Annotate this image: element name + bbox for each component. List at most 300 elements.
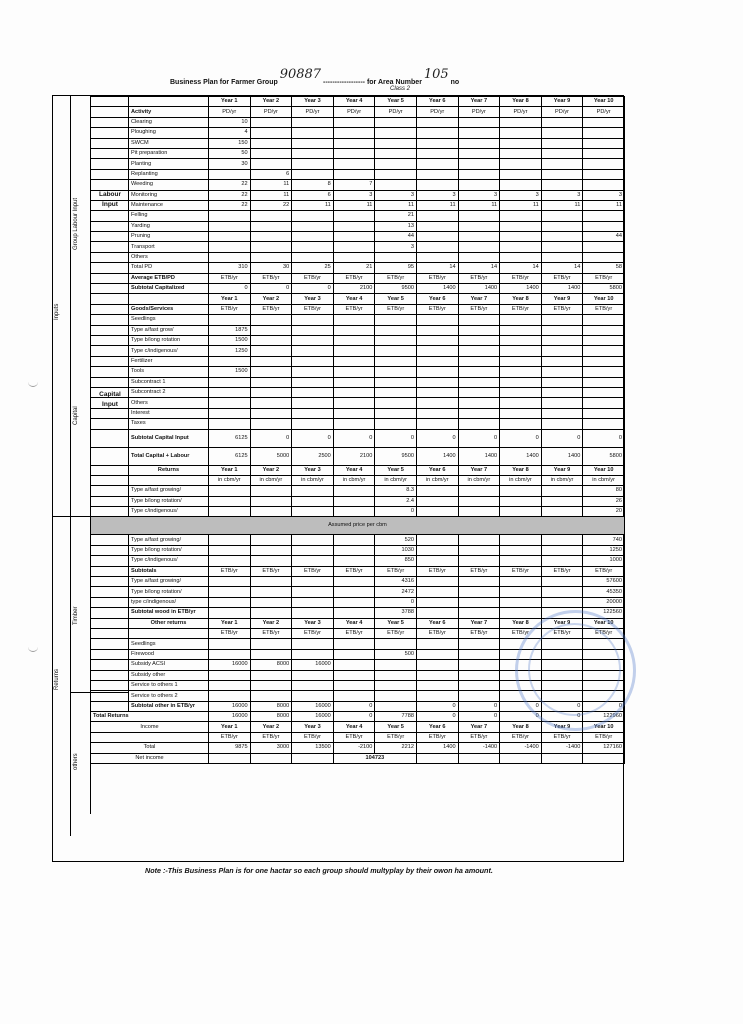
blank-cell xyxy=(458,753,500,763)
value-cell xyxy=(458,242,500,252)
value-cell xyxy=(375,408,417,418)
value-cell xyxy=(458,486,500,496)
value-cell xyxy=(541,335,583,345)
blank-cell xyxy=(91,356,129,366)
value-cell xyxy=(458,577,500,587)
value-cell xyxy=(209,680,251,690)
value-cell xyxy=(541,398,583,408)
blank-cell xyxy=(91,335,129,345)
value-cell xyxy=(583,367,625,377)
income-total-row xyxy=(91,743,625,753)
capital-side-label: Capital xyxy=(73,406,79,425)
value-cell xyxy=(209,408,251,418)
value-cell: 0 xyxy=(250,429,292,447)
value-cell: 21 xyxy=(375,211,417,221)
value-cell xyxy=(292,367,334,377)
value-cell xyxy=(250,221,292,231)
row-label: Monitoring xyxy=(129,190,209,200)
labour-row xyxy=(91,211,625,221)
blank-cell xyxy=(91,304,129,314)
value-cell: 1400 xyxy=(500,284,542,294)
blank-cell xyxy=(91,556,129,566)
value-cell: 14 xyxy=(458,263,500,273)
row-label: Type c/indigenous/ xyxy=(129,346,209,356)
value-cell xyxy=(292,507,334,517)
unit-cell: ETB/yr xyxy=(209,732,251,742)
value-cell xyxy=(416,556,458,566)
value-cell xyxy=(541,128,583,138)
value-cell xyxy=(416,577,458,587)
value-cell xyxy=(209,387,251,397)
value-cell xyxy=(292,608,334,618)
unit-cell: PD/yr xyxy=(416,107,458,117)
value-cell xyxy=(250,556,292,566)
row-label: Planting xyxy=(129,159,209,169)
wood-subtotal-row xyxy=(91,608,625,618)
value-cell xyxy=(292,232,334,242)
unit-cell: ETB/yr xyxy=(209,566,251,576)
row-header: Other returns xyxy=(129,618,209,628)
value-cell xyxy=(541,148,583,158)
value-cell xyxy=(416,148,458,158)
value-cell xyxy=(458,398,500,408)
value-cell: 11 xyxy=(458,200,500,210)
value-cell xyxy=(292,419,334,429)
year-header: Year 8 xyxy=(500,618,542,628)
value-cell xyxy=(541,408,583,418)
value-cell: 11 xyxy=(250,180,292,190)
value-cell xyxy=(583,211,625,221)
unit-cell: ETB/yr xyxy=(458,732,500,742)
value-cell xyxy=(500,367,542,377)
value-cell: 2472 xyxy=(375,587,417,597)
value-cell: 2100 xyxy=(333,284,375,294)
capital-row xyxy=(91,356,625,366)
value-cell xyxy=(416,649,458,659)
value-cell xyxy=(209,169,251,179)
value-cell xyxy=(209,221,251,231)
value-cell xyxy=(541,346,583,356)
value-cell: 3 xyxy=(416,190,458,200)
row-label: Type a/fast growing/ xyxy=(129,486,209,496)
value-cell: -2100 xyxy=(333,743,375,753)
value-cell xyxy=(292,577,334,587)
blank-cell xyxy=(91,566,129,576)
value-cell xyxy=(500,325,542,335)
volume-row xyxy=(91,507,625,517)
year-header: Year 6 xyxy=(416,465,458,475)
value-cell xyxy=(209,356,251,366)
value-cell xyxy=(583,252,625,262)
value-cell xyxy=(333,639,375,649)
value-cell xyxy=(500,117,542,127)
value-cell xyxy=(250,608,292,618)
value-cell xyxy=(458,680,500,690)
unit-row xyxy=(91,566,625,576)
row-label: Type b/long rotation/ xyxy=(129,545,209,555)
value-cell xyxy=(458,315,500,325)
value-cell xyxy=(333,367,375,377)
unit-cell: PD/yr xyxy=(333,107,375,117)
value-cell xyxy=(333,221,375,231)
value-cell xyxy=(500,496,542,506)
unit-cell: ETB/yr xyxy=(292,732,334,742)
value-row xyxy=(91,587,625,597)
labour-row xyxy=(91,263,625,273)
value-cell xyxy=(209,577,251,587)
row-label: Subtotals xyxy=(129,566,209,576)
year-header: Year 2 xyxy=(250,618,292,628)
year-header: Year 1 xyxy=(209,722,251,732)
value-cell xyxy=(458,660,500,670)
value-cell xyxy=(333,486,375,496)
value-cell: 850 xyxy=(375,556,417,566)
row-label xyxy=(129,628,209,638)
unit-cell: ETB/yr xyxy=(458,628,500,638)
row-label: Subtotal Capital Input xyxy=(129,429,209,447)
value-cell xyxy=(292,597,334,607)
value-cell: 122560 xyxy=(583,608,625,618)
year-header: Year 5 xyxy=(375,722,417,732)
value-cell xyxy=(583,148,625,158)
value-cell xyxy=(416,325,458,335)
value-cell xyxy=(250,398,292,408)
year-header: Year 4 xyxy=(333,465,375,475)
value-cell: 1500 xyxy=(209,335,251,345)
value-cell xyxy=(250,128,292,138)
value-cell xyxy=(292,148,334,158)
value-cell xyxy=(416,670,458,680)
year-header: Year 2 xyxy=(250,465,292,475)
value-cell xyxy=(375,180,417,190)
value-cell xyxy=(209,419,251,429)
blank-cell xyxy=(416,753,458,763)
value-cell: 0 xyxy=(458,429,500,447)
blank-cell xyxy=(250,753,292,763)
value-cell xyxy=(375,335,417,345)
net-income-row xyxy=(91,753,625,763)
unit-cell: ETB/yr xyxy=(333,566,375,576)
title-prefix: Business Plan for Farmer Group xyxy=(170,79,278,86)
unit-cell: ETB/yr xyxy=(458,304,500,314)
value-cell xyxy=(500,398,542,408)
value-cell xyxy=(541,242,583,252)
year-header: Year 3 xyxy=(292,294,334,304)
value-cell: 16000 xyxy=(292,660,334,670)
value-cell xyxy=(500,597,542,607)
unit-cell: ETB/yr xyxy=(333,304,375,314)
value-cell xyxy=(250,649,292,659)
value-cell xyxy=(458,117,500,127)
value-cell: 0 xyxy=(333,712,375,722)
year-header: Year 7 xyxy=(458,97,500,107)
unit-cell: ETB/yr xyxy=(500,628,542,638)
unit-cell: ETB/yr xyxy=(541,304,583,314)
value-cell: 14 xyxy=(541,263,583,273)
unit-cell: ETB/yr xyxy=(583,628,625,638)
value-cell xyxy=(209,232,251,242)
blank-cell xyxy=(91,597,129,607)
value-cell xyxy=(541,159,583,169)
year-header-row xyxy=(91,294,625,304)
value-cell xyxy=(333,335,375,345)
value-cell xyxy=(209,377,251,387)
value-cell xyxy=(292,356,334,366)
row-label: Yarding xyxy=(129,221,209,231)
value-cell xyxy=(416,346,458,356)
value-cell: 8 xyxy=(292,180,334,190)
year-header: Year 4 xyxy=(333,294,375,304)
value-cell xyxy=(416,535,458,545)
value-cell xyxy=(541,419,583,429)
value-cell xyxy=(458,169,500,179)
value-cell xyxy=(333,587,375,597)
value-cell xyxy=(541,356,583,366)
value-cell xyxy=(209,211,251,221)
unit-cell: PD/yr xyxy=(292,107,334,117)
year-header: Year 2 xyxy=(250,722,292,732)
value-cell xyxy=(416,496,458,506)
year-header: Year 7 xyxy=(458,294,500,304)
value-cell xyxy=(416,377,458,387)
value-cell xyxy=(458,496,500,506)
unit-cell: ETB/yr xyxy=(500,273,542,283)
row-label: Others xyxy=(129,252,209,262)
value-cell xyxy=(500,221,542,231)
value-cell xyxy=(541,387,583,397)
value-cell: 16000 xyxy=(292,701,334,711)
value-cell xyxy=(333,211,375,221)
value-cell: 5800 xyxy=(583,447,625,465)
value-cell: 7 xyxy=(333,180,375,190)
value-cell xyxy=(500,242,542,252)
volume-row xyxy=(91,486,625,496)
row-label: Average ETB/PD xyxy=(129,273,209,283)
value-cell xyxy=(583,356,625,366)
value-cell xyxy=(292,398,334,408)
year-header: Year 9 xyxy=(541,97,583,107)
value-cell xyxy=(416,242,458,252)
value-cell: 150 xyxy=(209,138,251,148)
value-cell: 21 xyxy=(333,263,375,273)
blank-cell xyxy=(91,200,129,210)
value-cell xyxy=(375,346,417,356)
value-cell xyxy=(458,252,500,262)
value-cell: 3 xyxy=(458,190,500,200)
value-cell xyxy=(500,159,542,169)
value-cell: 0 xyxy=(416,429,458,447)
value-cell xyxy=(250,419,292,429)
value-cell xyxy=(292,346,334,356)
value-cell xyxy=(333,128,375,138)
year-header-row xyxy=(91,97,625,107)
blank-cell xyxy=(91,211,129,221)
value-cell xyxy=(416,315,458,325)
income-label: Income xyxy=(91,722,209,732)
value-cell xyxy=(541,367,583,377)
value-cell xyxy=(333,507,375,517)
value-cell xyxy=(583,419,625,429)
value-cell xyxy=(209,315,251,325)
value-cell xyxy=(458,597,500,607)
unit-cell: in cbm/yr xyxy=(250,475,292,485)
value-cell: -1400 xyxy=(458,743,500,753)
value-cell xyxy=(209,242,251,252)
blank-cell xyxy=(91,732,209,742)
value-cell: 310 xyxy=(209,263,251,273)
value-cell: 4316 xyxy=(375,577,417,587)
value-cell: 11 xyxy=(500,200,542,210)
value-cell xyxy=(583,408,625,418)
value-cell: 0 xyxy=(292,284,334,294)
value-cell xyxy=(458,408,500,418)
value-cell xyxy=(500,545,542,555)
value-cell xyxy=(416,597,458,607)
blank-cell xyxy=(91,148,129,158)
year-header: Year 7 xyxy=(458,618,500,628)
value-cell: 7788 xyxy=(375,712,417,722)
value-cell: 30 xyxy=(209,159,251,169)
row-label: Subtotal wood in ETB/yr xyxy=(129,608,209,618)
blank-cell xyxy=(91,138,129,148)
value-cell xyxy=(250,117,292,127)
value-cell xyxy=(583,346,625,356)
row-label: Type a/fast growing/ xyxy=(129,535,209,545)
labour-row xyxy=(91,138,625,148)
value-cell: 26 xyxy=(583,496,625,506)
row-label: Goods/Services xyxy=(129,304,209,314)
value-cell: 0 xyxy=(333,429,375,447)
value-cell: 1400 xyxy=(416,743,458,753)
unit-cell: PD/yr xyxy=(500,107,542,117)
value-cell xyxy=(458,507,500,517)
others-side-label: others xyxy=(73,753,79,770)
value-cell xyxy=(541,486,583,496)
handwritten-area-number: 105 xyxy=(423,67,449,82)
year-header: Year 6 xyxy=(416,97,458,107)
value-cell xyxy=(541,221,583,231)
unit-cell: ETB/yr xyxy=(209,273,251,283)
value-cell xyxy=(375,639,417,649)
value-row xyxy=(91,597,625,607)
value-cell xyxy=(583,242,625,252)
value-cell xyxy=(416,117,458,127)
capital-subtotal-row xyxy=(91,429,625,447)
value-cell: 14 xyxy=(416,263,458,273)
year-header: Year 10 xyxy=(583,465,625,475)
labour-row xyxy=(91,159,625,169)
blank-cell xyxy=(91,180,129,190)
value-cell xyxy=(583,128,625,138)
value-cell xyxy=(292,325,334,335)
blank-cell xyxy=(91,628,129,638)
value-cell xyxy=(292,252,334,262)
blank-cell xyxy=(129,294,209,304)
value-cell: 1400 xyxy=(541,447,583,465)
value-cell: 25 xyxy=(292,263,334,273)
value-cell: 3 xyxy=(333,190,375,200)
labour-row xyxy=(91,180,625,190)
value-cell xyxy=(541,180,583,190)
value-cell xyxy=(458,535,500,545)
blank-cell xyxy=(91,701,129,711)
value-cell xyxy=(250,346,292,356)
blank-cell xyxy=(91,577,129,587)
value-cell xyxy=(416,159,458,169)
value-cell xyxy=(500,577,542,587)
income-unit-row xyxy=(91,732,625,742)
value-cell xyxy=(458,232,500,242)
value-cell xyxy=(416,398,458,408)
value-cell xyxy=(333,356,375,366)
value-cell xyxy=(250,356,292,366)
title-suffix: no xyxy=(450,79,460,86)
value-cell xyxy=(541,587,583,597)
capital-row xyxy=(91,387,625,397)
unit-cell: PD/yr xyxy=(541,107,583,117)
blank-cell xyxy=(91,128,129,138)
unit-cell: ETB/yr xyxy=(416,566,458,576)
year-header: Year 7 xyxy=(458,465,500,475)
value-cell xyxy=(458,128,500,138)
blank-cell xyxy=(91,387,129,397)
row-label: Type c/indigenous/ xyxy=(129,556,209,566)
blank-cell xyxy=(91,273,129,283)
value-cell xyxy=(541,507,583,517)
value-cell xyxy=(416,408,458,418)
value-cell xyxy=(333,419,375,429)
row-label: Type c/indigenous/ xyxy=(129,507,209,517)
value-cell: 10 xyxy=(209,117,251,127)
year-header-row xyxy=(91,465,625,475)
value-cell: 122960 xyxy=(583,712,625,722)
value-cell xyxy=(375,138,417,148)
footnote: Note :-This Business Plan is for one hactar so each group should multyplay by their owon ha amount. xyxy=(145,866,493,875)
value-cell xyxy=(375,315,417,325)
value-cell xyxy=(333,556,375,566)
value-cell xyxy=(458,356,500,366)
value-cell xyxy=(292,535,334,545)
value-cell xyxy=(416,367,458,377)
value-cell xyxy=(416,608,458,618)
punch-mark xyxy=(28,380,38,387)
value-cell xyxy=(583,169,625,179)
value-cell: 45350 xyxy=(583,587,625,597)
blank-cell xyxy=(91,398,129,408)
value-cell: 6125 xyxy=(209,429,251,447)
row-label: Taxes xyxy=(129,419,209,429)
unit-cell: ETB/yr xyxy=(292,273,334,283)
unit-cell: ETB/yr xyxy=(375,732,417,742)
unit-cell: ETB/yr xyxy=(416,628,458,638)
punch-mark xyxy=(28,645,38,652)
value-cell xyxy=(416,387,458,397)
blank-cell xyxy=(91,169,129,179)
value-cell xyxy=(375,117,417,127)
value-cell xyxy=(541,325,583,335)
blank-cell xyxy=(91,507,129,517)
value-cell: 8000 xyxy=(250,701,292,711)
blank-cell xyxy=(91,294,129,304)
value-cell xyxy=(583,325,625,335)
value-cell xyxy=(333,608,375,618)
row-label: Total xyxy=(91,743,209,753)
value-cell: 1500 xyxy=(209,367,251,377)
value-cell xyxy=(333,148,375,158)
value-cell xyxy=(292,639,334,649)
unit-cell: ETB/yr xyxy=(583,732,625,742)
year-header: Year 9 xyxy=(541,722,583,732)
